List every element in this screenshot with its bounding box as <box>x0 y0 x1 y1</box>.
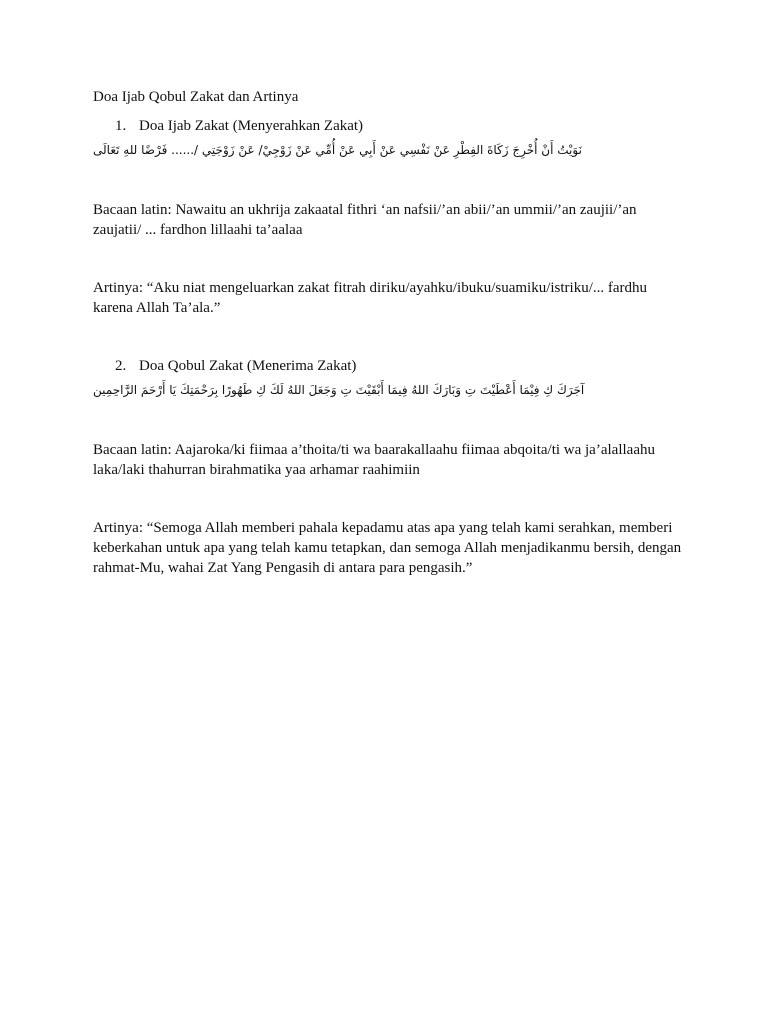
section-2-heading-row <box>93 356 683 376</box>
section-2-meaning: Artinya: “Semoga Allah memberi pahala kepadamu atas apa yang telah kami serahkan, memberi keberkahan untuk apa yang telah kamu tetapkan, dan semoga Allah menjadikanmu bersih, dengan rahmat-Mu, wahai Zat Yang Pengasih di antara para pengasih.” <box>93 520 682 576</box>
document-page <box>93 87 683 578</box>
document-title: Doa Ijab Qobul Zakat dan Artinya <box>93 89 299 105</box>
section-1-arabic-text: نَوَيْتُ أَنْ أُخْرِجَ زَكَاةَ الفِطْرِ عَنْ نَفْسِي عَنْ أَبِي عَنْ أُمِّي عَنْ زَوْجِيْ/ عَنْ زَوْجَتِي /...... فَرْضًا للهِ تَعَالَى <box>93 143 582 157</box>
section-1-latin: Bacaan latin: Nawaitu an ukhrija zakaatal fithri ‘an nafsii/’an abii/’an ummii/’an zaujii/’an zaujatii/ ... fardhon lillaahi ta’aalaa <box>93 202 637 238</box>
spacer <box>93 480 683 518</box>
section-1-meaning: Artinya: “Aku niat mengeluarkan zakat fitrah diriku/ayahku/ibuku/suamiku/istriku/... fardhu karena Allah Ta’ala.” <box>93 280 648 316</box>
spacer <box>93 162 683 200</box>
section-1-heading: Doa Ijab Zakat (Menyerahkan Zakat) <box>139 118 364 134</box>
section-2-latin: Bacaan latin: Aajaroka/ki fiimaa a’thoita/ti wa baarakallaahu fiimaa abqoita/ti wa ja’alallaahu laka/laki thahurran birahmatika yaa arhamar raahimiin <box>93 442 655 478</box>
section-2-arabic-text: آجَرَكَ كِ فِيْمَا أَعْطَيْتَ تِ وَبَارَكَ اللهُ فِيمَا أَبْقَيْتَ تِ وَجَعَلَ اللهُ لَكَ كِ طَهُورًا بِرَحْمَتِكَ يَا أَرْحَمَ الرَّاحِمِين <box>93 383 585 397</box>
section-1-heading-row <box>93 116 683 136</box>
section-2-number: 2. <box>115 358 127 374</box>
section-2-heading: Doa Qobul Zakat (Menerima Zakat) <box>139 358 357 374</box>
section-1-number: 1. <box>115 118 127 134</box>
spacer <box>93 240 683 278</box>
spacer <box>93 402 683 440</box>
